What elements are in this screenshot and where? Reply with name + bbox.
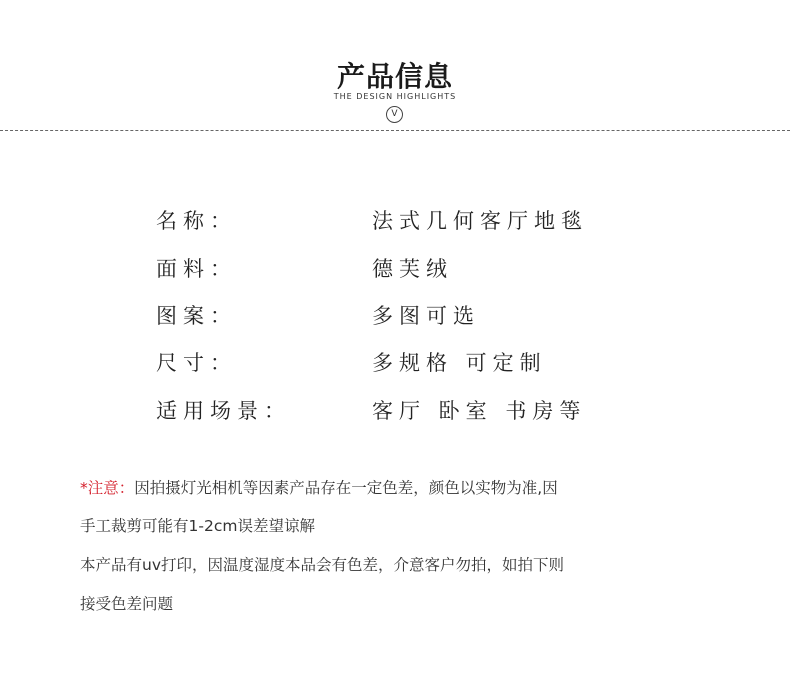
spec-value: 法式几何客厅地毯 [372,209,588,233]
page-title: 产品信息 [336,60,453,93]
note-line-1 [80,476,780,498]
spec-label: 名称： [156,209,237,233]
page-subtitle: THE DESIGN HIGHLIGHTS [333,92,457,101]
spec-label: 尺寸： [156,351,237,375]
v-badge-icon: V [386,106,403,123]
spec-row-fabric [0,253,790,283]
spec-value: 德芙绒 [372,257,453,281]
spec-label: 面料： [156,257,237,281]
spec-label: 适用场景： [156,399,291,423]
note-line-4: 接受色差问题 [80,595,174,613]
spec-label: 图案： [156,304,237,328]
dashed-divider [0,130,790,131]
note-text: 因拍摄灯光相机等因素产品存在一定色差，颜色以实物为准,因 [134,479,558,497]
spec-row-size [0,347,790,377]
attention-label: *注意： [80,479,135,497]
note-line-2: 手工裁剪可能有1-2cm误差望谅解 [80,517,315,535]
note-line-3: 本产品有uv打印，因温度湿度本品会有色差，介意客户勿拍，如拍下则 [80,556,564,574]
spec-row-usage [0,395,790,425]
spec-row-pattern [0,300,790,330]
spec-value: 多规格 可定制 [372,351,547,375]
spec-value: 多图可选 [372,304,480,328]
spec-value: 客厅 卧室 书房等 [372,399,587,423]
spec-row-name [0,205,790,235]
